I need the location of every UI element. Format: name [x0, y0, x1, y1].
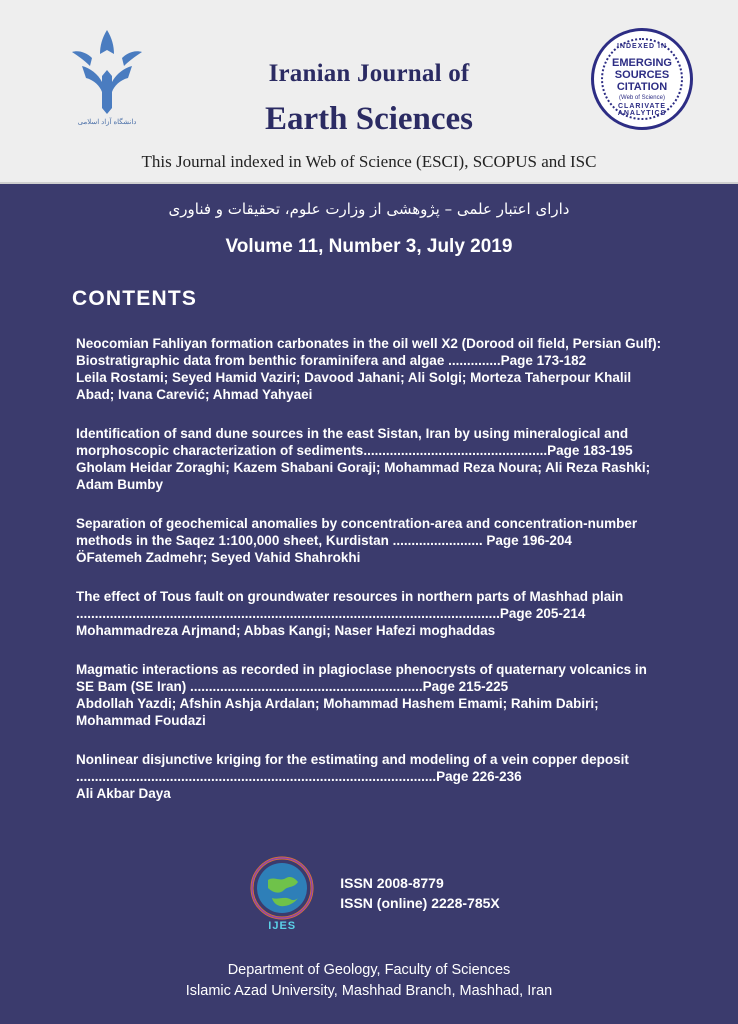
affiliation-line1: Department of Geology, Faculty of Sciences [227, 962, 511, 978]
affiliation-line2: Islamic Azad University, Mashhad Branch, Mashhad, Iran [185, 983, 553, 999]
article-authors: Gholam Heidar Zoraghi; Kazem Shabani Goraji; Mohammad Reza Noura; Ali Reza Rashki; Adam Bumby [76, 460, 651, 492]
issn-online: ISSN (online) 2228-785X [340, 895, 500, 911]
article-authors: Leila Rostami; Seyed Hamid Vaziri; Davood Jahani; Ali Solgi; Morteza Taherpour Khalil Abad; Ivana Carević; Ahmad Yahyaei [76, 370, 632, 402]
cover-header [0, 0, 738, 184]
seal-main-line3: CITATION [616, 81, 668, 93]
volume-issue-line: Volume 11, Number 3, July 2019 [225, 236, 513, 257]
journal-title-line1: Iranian Journal of [268, 60, 470, 87]
article-authors: Ali Akbar Daya [76, 786, 171, 801]
seal-main-text [594, 57, 690, 93]
seal-top-text: INDEXED IN [616, 43, 668, 50]
seal-main-line2: SOURCES [614, 69, 670, 81]
seal-bottom-text: CLARIVATE ANALYTICS [617, 103, 667, 117]
article-title: Magmatic interactions as recorded in plagioclase phenocrysts of quaternary volcanics in SE Bam (SE Iran) ..............................................................Page 215-225 [76, 662, 647, 694]
issn-block [340, 873, 500, 913]
list-item[interactable] [76, 425, 662, 493]
article-title: The effect of Tous fault on groundwater resources in northern parts of Mashhad plain .................................................................................................................Page 205-214 [76, 589, 624, 621]
seal-main-line1: EMERGING [612, 57, 672, 69]
ijes-journal-logo-icon [238, 854, 326, 932]
list-item[interactable] [76, 335, 662, 403]
article-title: Nonlinear disjunctive kriging for the estimating and modeling of a vein copper deposit ................................................................................................Page 226-236 [76, 752, 629, 784]
contents-heading: CONTENTS [72, 287, 198, 310]
indexing-note: This Journal indexed in Web of Science (ESCI), SCOPUS and ISC [141, 152, 597, 171]
issn-row [0, 854, 738, 932]
farsi-accreditation-line: دارای اعتبار علمی – پژوهشی از وزارت علوم، تحقیقات و فناوری [168, 200, 570, 218]
azad-logo-caption: دانشگاه آزاد اسلامی [77, 119, 137, 126]
seal-sub-text: (Web of Science) [619, 95, 665, 101]
article-authors: Abdollah Yazdi; Afshin Ashja Ardalan; Mohammad Hashem Emami; Rahim Dabiri; Mohammad Foudazi [76, 696, 599, 728]
article-title: Identification of sand dune sources in the east Sistan, Iran by using mineralogical and morphoscopic characterization of sediments.................................................Page 183-195 [76, 426, 633, 458]
list-item[interactable] [76, 751, 662, 802]
list-item[interactable] [76, 515, 662, 566]
article-title: Separation of geochemical anomalies by concentration-area and concentration-number methods in the Saqez 1:100,000 sheet, Kurdistan ........................ Page 196-204 [76, 516, 638, 548]
ijes-logo-caption: IJES [268, 920, 297, 932]
article-authors: Mohammadreza Arjmand; Abbas Kangi; Naser Hafezi moghaddas [76, 623, 496, 638]
table-of-contents [76, 335, 662, 802]
affiliation-block [0, 960, 738, 1002]
list-item[interactable] [76, 588, 662, 639]
journal-title-line2: Earth Sciences [264, 101, 474, 137]
article-title: Neocomian Fahliyan formation carbonates in the oil well X2 (Dorood oil field, Persian Gulf): Biostratigraphic data from benthic foraminifera and algae ..............Page 173-182 [76, 336, 662, 368]
article-authors: ÖFatemeh Zadmehr; Seyed Vahid Shahrokhi [76, 550, 361, 565]
esci-badge-icon [591, 28, 693, 130]
list-item[interactable] [76, 661, 662, 729]
issn-print: ISSN 2008-8779 [340, 875, 444, 891]
cover-footer [0, 854, 738, 1002]
